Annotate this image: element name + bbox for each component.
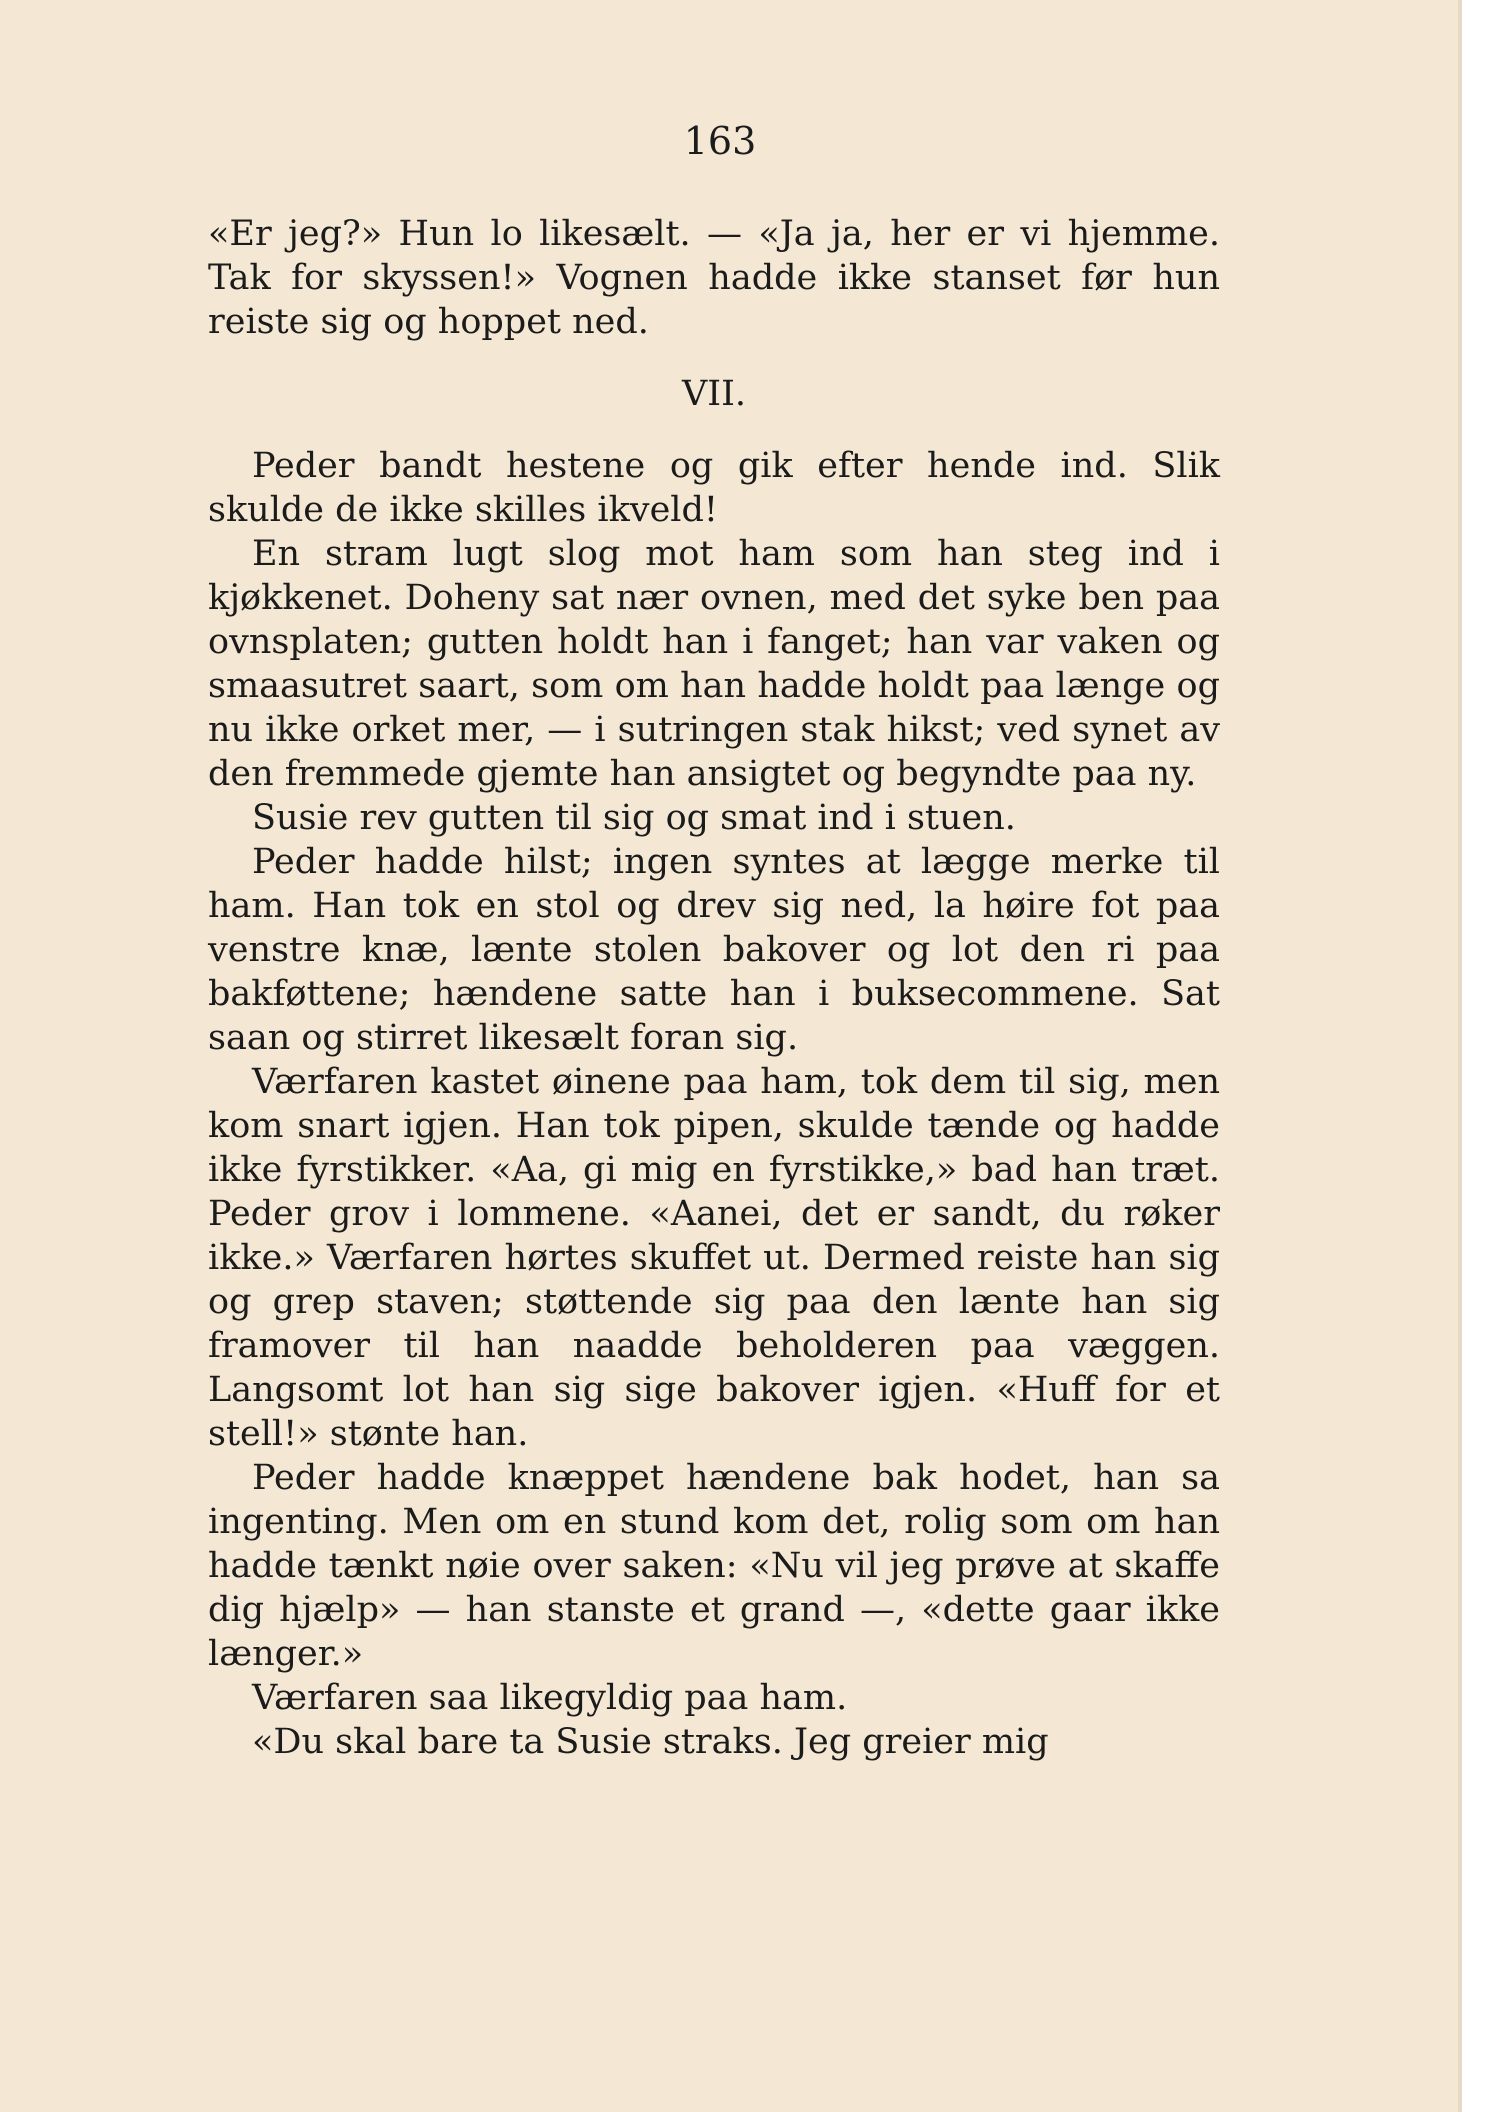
paragraph: En stram lugt slog mot ham som han steg ind i kjøkkenet. Doheny sat nær ovnen, med det syke ben paa ovnsplaten; gutten holdt han i fanget; han var vaken og smaasutret saart, som om han hadde holdt paa længe og nu ikke orket mer, — i sutringen stak hikst; ved synet av den fremmede gjemte han ansigtet og begyndte paa ny.: [208, 534, 1220, 794]
body-text: [208, 212, 1220, 1764]
paragraph: Peder bandt hestene og gik efter hende ind. Slik skulde de ikke skilles ikveld!: [208, 446, 1220, 530]
page-number: 163: [683, 119, 757, 163]
paragraph: Susie rev gutten til sig og smat ind i stuen.: [252, 798, 1016, 838]
paragraph: «Er jeg?» Hun lo likesælt. — «Ja ja, her er vi hjemme. Tak for skyssen!» Vognen hadde ikke stanset før hun reiste sig og hoppet ned.: [208, 214, 1220, 342]
chapter-heading: VII.: [681, 374, 747, 414]
paragraph: «Du skal bare ta Susie straks. Jeg greier mig: [252, 1722, 1049, 1762]
paragraph: Værfaren saa likegyldig paa ham.: [252, 1678, 848, 1718]
page-edge: [1458, 0, 1462, 2112]
paragraph: Peder hadde knæppet hændene bak hodet, han sa ingenting. Men om en stund kom det, rolig som om han hadde tænkt nøie over saken: «Nu vil jeg prøve at skaffe dig hjælp» — han stanste et grand —, «dette gaar ikke længer.»: [208, 1458, 1220, 1674]
paragraph: Peder hadde hilst; ingen syntes at lægge merke til ham. Han tok en stol og drev sig ned, la høire fot paa venstre knæ, lænte stolen bakover og lot den ri paa bakføttene; hændene satte han i buksecommene. Sat saan og stirret likesælt foran sig.: [208, 842, 1220, 1058]
paragraph: Værfaren kastet øinene paa ham, tok dem til sig, men kom snart igjen. Han tok pipen, skulde tænde og hadde ikke fyrstikker. «Aa, gi mig en fyrstikke,» bad han træt. Peder grov i lommene. «Aanei, det er sandt, du røker ikke.» Værfaren hørtes skuffet ut. Dermed reiste han sig og grep staven; støttende sig paa den lænte han sig framover til han naadde beholderen paa væggen. Langsomt lot han sig sige bakover igjen. «Huff for et stell!» stønte han.: [208, 1062, 1220, 1454]
